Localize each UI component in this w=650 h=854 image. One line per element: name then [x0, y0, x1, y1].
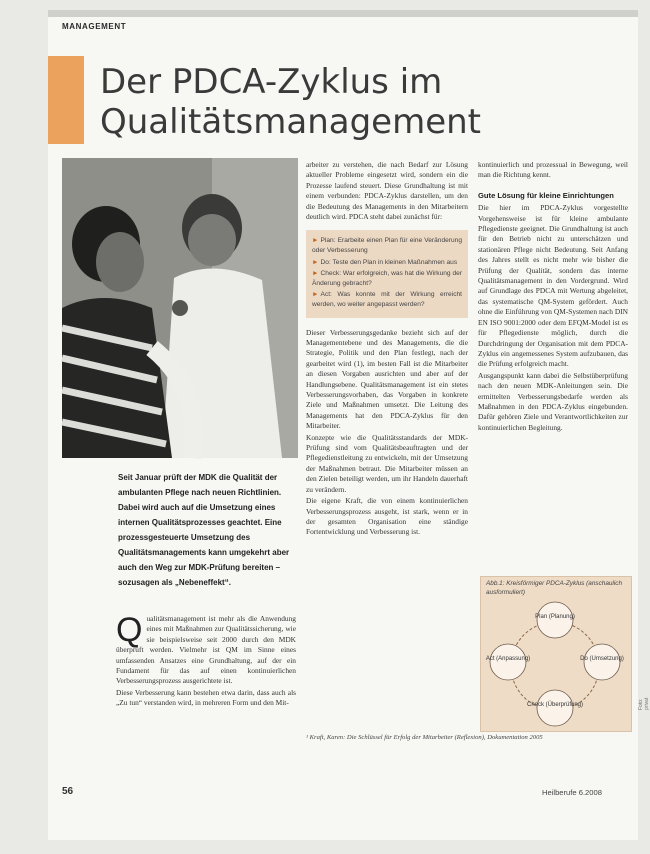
bullet-text: Do: Teste den Plan in kleinen Maßnahmen aus	[320, 258, 458, 266]
act-label: Act (Anpassung)	[485, 656, 531, 662]
column-2-paragraph-2: Dieser Verbesserungsgedanke bezieht sich auf der Managementebene und des Managements, die die Strategie, Politik und den Plan festlegt, nach der gearbeitet wird (1), im besten Fall ist die Mitarbeiter an diesen Vorgaben ausrichten und aber auf der Handlungsebene. Qualitätsmanagement ist ein stetes Verbesserungsvorhaben, das Vorgaben in konkrete Ziele und Maßnahmen umsetzt. Die Leitung des Managements hat den PDCA-Zyklus für den Mitarbeiter.	[306, 327, 468, 431]
footnote: ¹ Kraft, Karen: Die Schlüssel für Erfolg der Mitarbeiter (Reflexion), Dokumentation 2005	[306, 734, 543, 741]
page-number: 56	[62, 786, 74, 797]
column-3-paragraph-3: Ausgangspunkt kann dabei die Selbstüberprüfung nach den neuen MDK-Anleitungen sein. Die ermittelten Verbesserungsbedarfe werden als Maßnahmen in den PDCA-Zyklus eingebunden. Dafür gehören Ziele und Verantwortlichkeiten zur kontinuierlichen Begleitung.	[478, 370, 628, 432]
magazine-page	[48, 10, 650, 840]
column-1-text-1: ualitätsmanagement ist mehr als die Anwendung eines mit Maßnahmen zur Qualitätssicherung, wie sie beispielsweise seit 2000 durch den MDK überprüft werden. Vielmehr ist QM im Sinne eines umfassenden Ansatzes eine Grundhaltung, auf der ein Fundament für das auf einen kontinuierlichen Verbesserungsprozess ausgerichtete ist.	[116, 614, 296, 686]
column-3-paragraph-2: Die hier im PDCA-Zyklus vorgestellte Vorgehensweise ist für kleine ambulante Pflegedienste geeignet. Die Grundhaltung ist auch für den Betrieb nicht zu unterschätzen und stationären Pflege nicht Bedeutung. Seit Anfang des Jahres stellt es nicht mehr wie bisher die Prüfung der Qualität, sondern das interne Qualitätsmanagement in den Vordergrund. Wird auf Grundlage des PDCA mit Wertung abgeleitet, das systematische QM-System gefördert. Auch ohne die Einführung von QM-Systemen nach DIN EN ISO 9001:2000 oder dem EFQM-Model ist es für Pflegedienste möglich, durch die Durchdringung der Organisation mit dem PDCA-Zyklus ein angemessenes System aufzubauen, das die Prüfung erfolgreich macht.	[478, 203, 628, 369]
column-2-paragraph-1: arbeiter zu verstehen, die nach Bedarf zur Lösung aktueller Probleme eingesetzt wird, sondern ein die Prozesse laufend steuert. Diese Grundhaltung ist mit einem verbunden: PDCA-Zyklus darstellen, um den die Bedeutung des Managements in den Mitarbeitern deutlich wird. PDCA steht dabei zunächst für:	[306, 160, 468, 222]
bullet-item	[312, 290, 462, 309]
pdca-cycle-diagram	[480, 596, 630, 730]
bullet-marker-icon: ►	[312, 237, 319, 245]
bullet-text: Act: Was konnte mit der Wirkung erreicht werden, wo weiter angepasst werden?	[312, 291, 462, 308]
title-line-2: Qualitätsmanagement	[100, 102, 482, 142]
lead-paragraph: Seit Januar prüft der MDK die Qualität der ambulanten Pflege nach neuen Richtlinien. Dabei wird auch auf die Umsetzung eines internen Qualitätsprozesses geachtet. Eine prozessgesteuerte Umsetzung des Qualitätsmanagements kann umgekehrt aber auch den Weg zur MDK-Prüfung bereiten – sozusagen als „Nebeneffekt“.	[118, 473, 290, 587]
pdca-bullet-box	[306, 230, 468, 317]
column-2-paragraph-3: Konzepte wie die Qualitätsstandards der MDK-Prüfung sind vom Qualitätsbeauftragten und der Pflegedienstleitung zu entwickeln, mit der Umsetzung der Maßnahmen betraut. Die Mitarbeiter müssen an den Zielen beteiligt werden, um ihr Handeln dauerhaft zu verändern.	[306, 432, 468, 494]
column-2-paragraph-4: Die eigene Kraft, die von einem kontinuierlichen Verbesserungsprozess ausgeht, ist stark, wenn er in der gesamten Organisation eine ständige Fortentwicklung und Verbesserung ist.	[306, 496, 468, 537]
section-label: MANAGEMENT	[62, 22, 127, 31]
plan-node	[537, 602, 573, 638]
do-node	[584, 644, 620, 680]
check-node	[537, 690, 573, 726]
column-1-paragraph-2: Diese Verbesserung kann bestehen etwa darin, dass auch als „Zu tun“ verstanden wird, in mehreren Form und den Mit-	[116, 687, 296, 708]
bullet-marker-icon: ►	[312, 270, 319, 278]
drop-cap: Q	[116, 611, 143, 649]
bullet-text: Check: War erfolgreich, was hat die Wirkung der Änderung gebracht?	[312, 270, 462, 287]
accent-block	[48, 56, 84, 144]
publication-footer: Heilberufe 6.2008	[542, 788, 602, 797]
do-label: Do (Umsetzung)	[580, 656, 624, 662]
subheading: Gute Lösung für kleine Einrichtungen	[478, 190, 614, 200]
column-3	[478, 160, 628, 434]
top-bar	[48, 10, 638, 17]
act-node	[490, 644, 526, 680]
bullet-item	[312, 236, 462, 255]
photo-credit: Foto: privat	[638, 697, 650, 710]
column-1	[116, 611, 296, 710]
page-title	[100, 62, 540, 142]
check-label: Check (Überprüfung)	[526, 702, 584, 708]
bullet-marker-icon: ►	[312, 258, 319, 266]
bullet-text: Plan: Erarbeite einen Plan für eine Veränderung oder Verbesserung	[312, 237, 462, 255]
column-3-paragraph-1: kontinuierlich und prozessual in Bewegung, weil man die Richtung kennt.	[478, 160, 628, 180]
article-photo	[62, 158, 298, 458]
bullet-item	[312, 258, 462, 268]
bullet-marker-icon: ►	[312, 291, 319, 299]
column-1-paragraph-1	[116, 611, 296, 687]
plan-label: Plan (Planung)	[535, 614, 575, 620]
photo-illustration	[62, 158, 298, 458]
title-line-1: Der PDCA-Zyklus im	[100, 62, 443, 102]
column-2	[306, 160, 468, 539]
diagram-caption: Abb.1: Kreisförmiger PDCA-Zyklus (anschaulich ausformuliert)	[486, 580, 623, 596]
bullet-item	[312, 269, 462, 288]
